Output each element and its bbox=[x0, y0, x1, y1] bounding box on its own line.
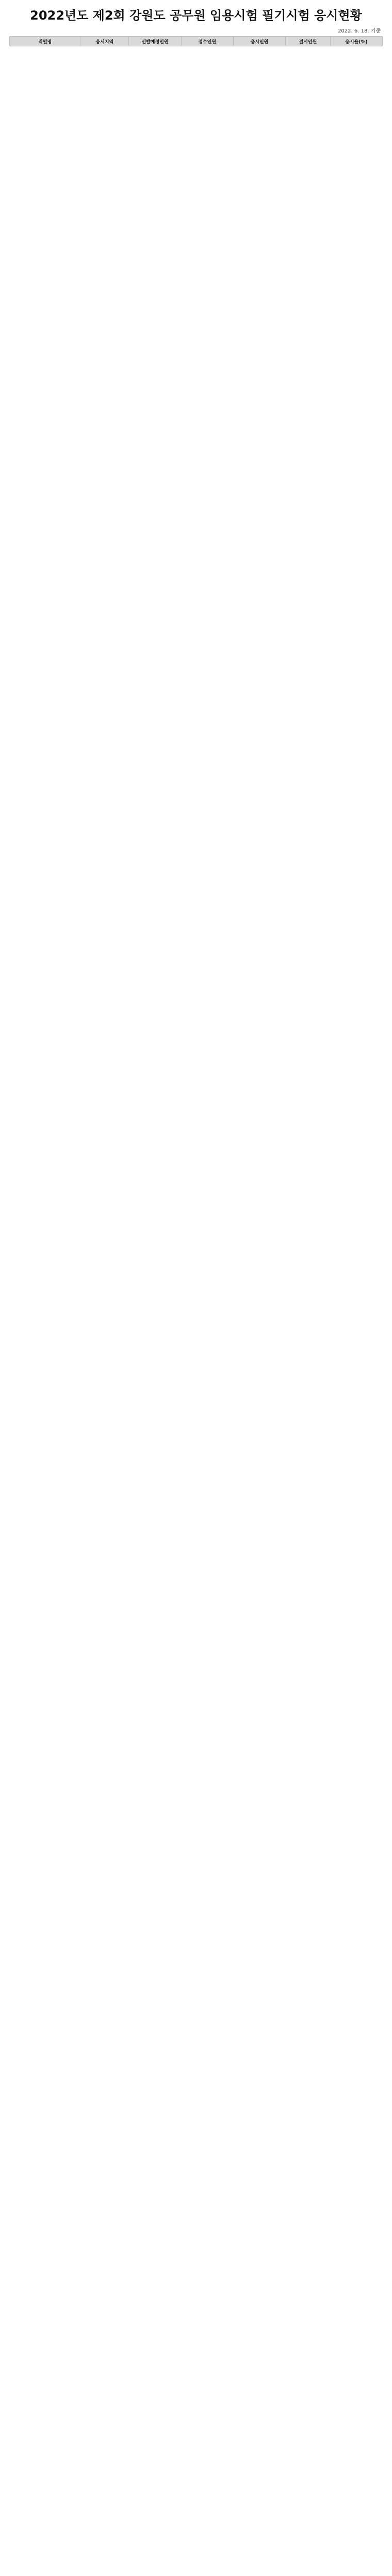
date-line: 2022. 6. 18. 기준 bbox=[338, 28, 381, 34]
header-attended: 응시인원 bbox=[233, 37, 285, 46]
header-applied: 접수인원 bbox=[181, 37, 233, 46]
status-table bbox=[9, 36, 383, 46]
header-planned: 선발예정인원 bbox=[129, 37, 181, 46]
page-title: 2022년도 제2회 강원도 공무원 임용시험 필기시험 응시현황 bbox=[30, 8, 362, 23]
header-job: 직렬명 bbox=[10, 37, 80, 46]
header-region: 응시지역 bbox=[80, 37, 129, 46]
header-absent: 결시인원 bbox=[286, 37, 331, 46]
header-rate: 응시율(%) bbox=[330, 37, 382, 46]
header-row bbox=[10, 37, 383, 46]
